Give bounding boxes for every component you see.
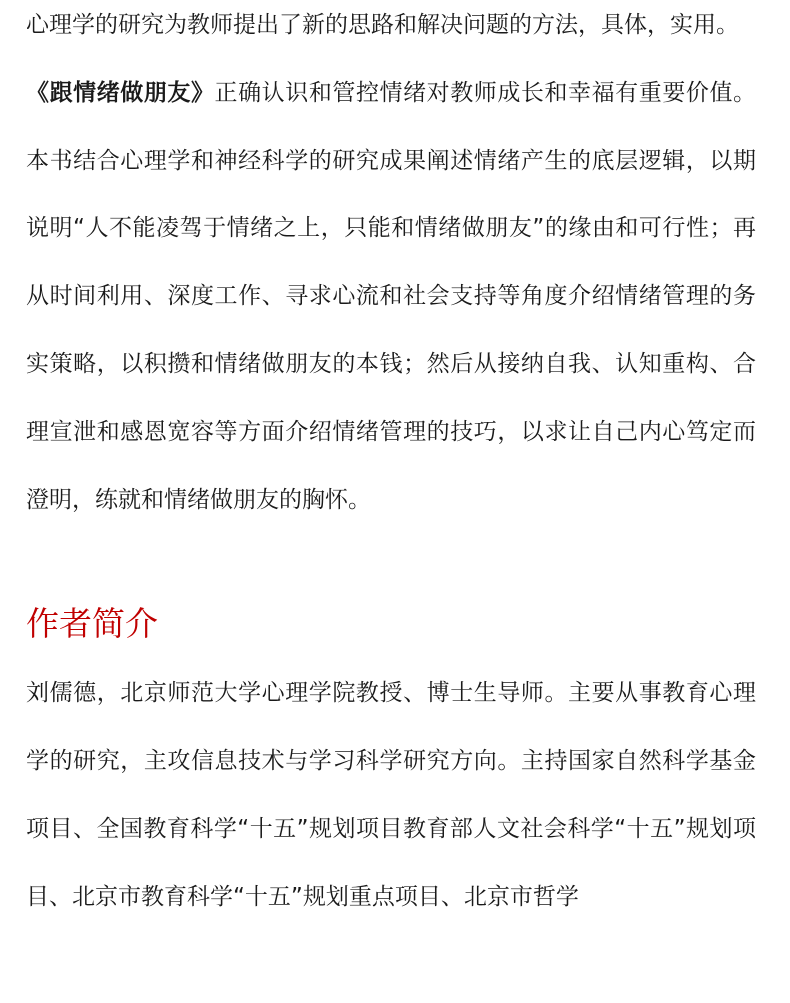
intro-paragraph bbox=[26, 0, 756, 60]
author-bio-text: 刘儒德，北京师范大学心理学院教授、博士生导师。主要从事教育心理学的研究，主攻信息技术与学习科学研究方向。主持国家自然科学基金项目、全国教育科学“十五”规划项目教育部人文社会科学“十五”规划项目、北京市教育科学“十五”规划重点项目、北京市哲学 bbox=[26, 680, 756, 910]
section-title-author-intro: 作者简介 bbox=[26, 604, 158, 644]
book-title: 《跟情绪做朋友》 bbox=[26, 79, 215, 106]
book-description-paragraph bbox=[26, 60, 756, 535]
article-body bbox=[26, 0, 756, 932]
author-bio-paragraph bbox=[26, 660, 756, 931]
intro-paragraph-text: 心理学的研究为教师提出了新的思路和解决问题的方法，具体，实用。 bbox=[26, 12, 739, 38]
book-description-text: 正确认识和管控情绪对教师成长和幸福有重要价值。本书结合心理学和神经科学的研究成果阐述情绪产生的底层逻辑，以期说明“人不能凌驾于情绪之上，只能和情绪做朋友”的缘由和可行性；再从时间利用、深度工作、寻求心流和社会支持等角度介绍情绪管理的务实策略，以积攒和情绪做朋友的本钱；然后从接纳自我、认知重构、合理宣泄和感恩宽容等方面介绍情绪管理的技巧，以求让自己内心笃定而澄明，练就和情绪做朋友的胸怀。 bbox=[26, 79, 757, 513]
